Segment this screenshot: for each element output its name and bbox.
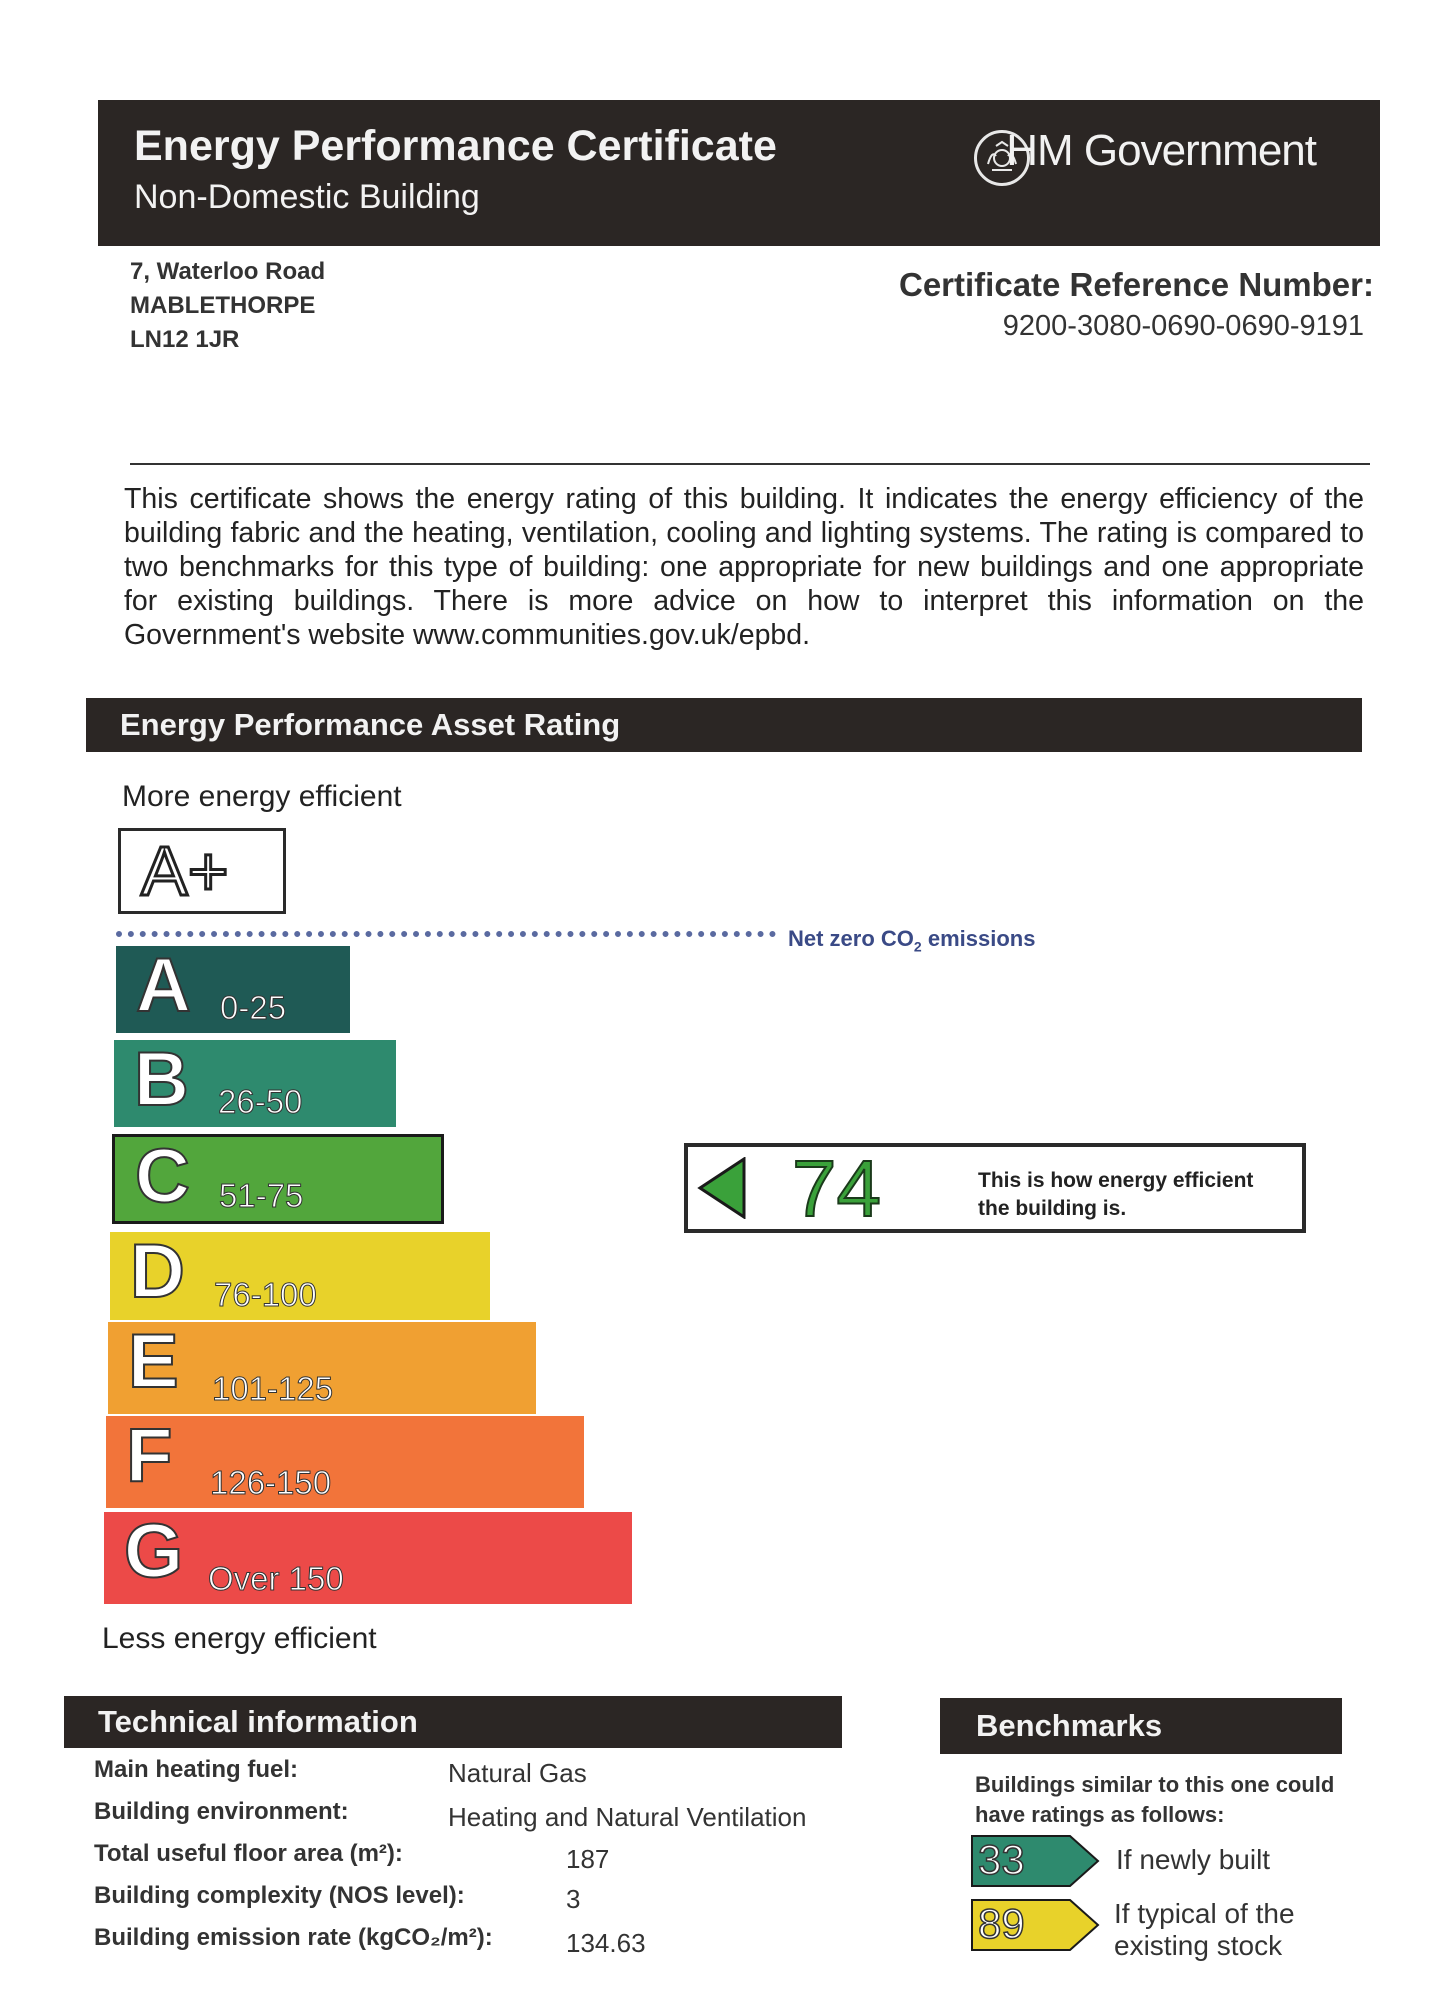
technical-info-title: Technical information xyxy=(98,1704,418,1739)
asset-rating-title: Energy Performance Asset Rating xyxy=(120,707,621,742)
header-band xyxy=(98,100,1380,246)
band-letter: D xyxy=(130,1229,185,1314)
page-subtitle: Non-Domestic Building xyxy=(134,178,480,216)
band-a xyxy=(116,943,350,1033)
band-letter: C xyxy=(135,1134,190,1219)
net-zero-dotted-line xyxy=(116,931,776,937)
rating-pointer-icon xyxy=(696,1157,746,1219)
less-efficient-label: Less energy efficient xyxy=(102,1622,377,1655)
band-range: 51-75 xyxy=(219,1177,304,1214)
benchmarks-description: Buildings similar to this one could have ratings as follows: xyxy=(975,1772,1335,1827)
divider xyxy=(130,463,1370,465)
current-rating-text: This is how energy efficient the building is. xyxy=(978,1169,1254,1220)
band-range: 0-25 xyxy=(220,989,287,1026)
band-letter: B xyxy=(134,1037,189,1122)
tech-value: 3 xyxy=(566,1884,581,1914)
benchmarks-band xyxy=(940,1698,1342,1754)
band-letter: G xyxy=(124,1509,184,1594)
tech-label: Total useful floor area (m²): xyxy=(94,1840,403,1867)
intro-paragraph: This certificate shows the energy rating of this building. It indicates the energy efficiency of the building fabric and the heating, ventilation, cooling and lighting systems. The rating is compared to two benchmarks for this type of building: one appropriate for new buildings and one appropriate for existing buildings. There is more advice on how to interpret this information on the Government's website www.communities.gov.uk/epbd. xyxy=(124,483,1364,651)
current-rating-box xyxy=(684,1143,1306,1233)
band-range: 126-150 xyxy=(210,1464,332,1501)
tech-value: 187 xyxy=(566,1844,610,1874)
tech-label: Main heating fuel: xyxy=(94,1756,298,1783)
band-range: 76-100 xyxy=(214,1276,317,1313)
page-title: Energy Performance Certificate xyxy=(134,122,777,170)
aplus-label: A+ xyxy=(141,832,229,910)
benchmark-label: If newly built xyxy=(1116,1844,1271,1875)
tech-label: Building emission rate (kgCO₂/m²): xyxy=(94,1924,493,1951)
certificate-reference-label: Certificate Reference Number: xyxy=(899,266,1374,303)
band-range: Over 150 xyxy=(208,1560,344,1597)
band-letter: E xyxy=(128,1319,179,1404)
address-line-1: 7, Waterloo Road xyxy=(130,258,326,285)
benchmark-new-build xyxy=(970,1834,1102,1890)
benchmark-value: 33 xyxy=(978,1836,1025,1883)
band-letter: A xyxy=(136,943,191,1028)
aplus-band xyxy=(118,828,286,914)
tech-label: Building environment: xyxy=(94,1798,349,1825)
band-e xyxy=(108,1319,536,1414)
benchmark-existing-stock xyxy=(970,1898,1102,1954)
band-c xyxy=(112,1134,444,1224)
band-letter: F xyxy=(126,1413,173,1498)
tech-value: 134.63 xyxy=(566,1928,646,1958)
benchmark-value: 89 xyxy=(978,1900,1025,1947)
address-line-2: MABLETHORPE xyxy=(130,292,316,319)
tech-value: Heating and Natural Ventilation xyxy=(448,1802,807,1832)
current-rating-value: 74 xyxy=(792,1144,881,1233)
tech-value: Natural Gas xyxy=(448,1758,587,1788)
band-d xyxy=(110,1229,490,1320)
benchmarks-title: Benchmarks xyxy=(976,1708,1163,1743)
technical-info-band xyxy=(64,1696,842,1748)
hm-government-logo-text: HM Government xyxy=(1006,126,1316,175)
tech-label: Building complexity (NOS level): xyxy=(94,1882,465,1909)
band-b xyxy=(114,1037,396,1127)
net-zero-label: Net zero $CO_2$ emissions xyxy=(788,926,1036,955)
address-line-3: LN12 1JR xyxy=(130,326,240,353)
benchmark-label: If typical of the existing stock xyxy=(1114,1898,1295,1961)
more-efficient-label: More energy efficient xyxy=(122,780,402,813)
asset-rating-band xyxy=(86,698,1362,752)
band-g xyxy=(104,1509,632,1604)
band-range: 26-50 xyxy=(218,1083,303,1120)
band-range: 101-125 xyxy=(212,1370,334,1407)
certificate-reference-number: 9200-3080-0690-0690-9191 xyxy=(1002,310,1364,342)
band-f xyxy=(106,1413,584,1508)
